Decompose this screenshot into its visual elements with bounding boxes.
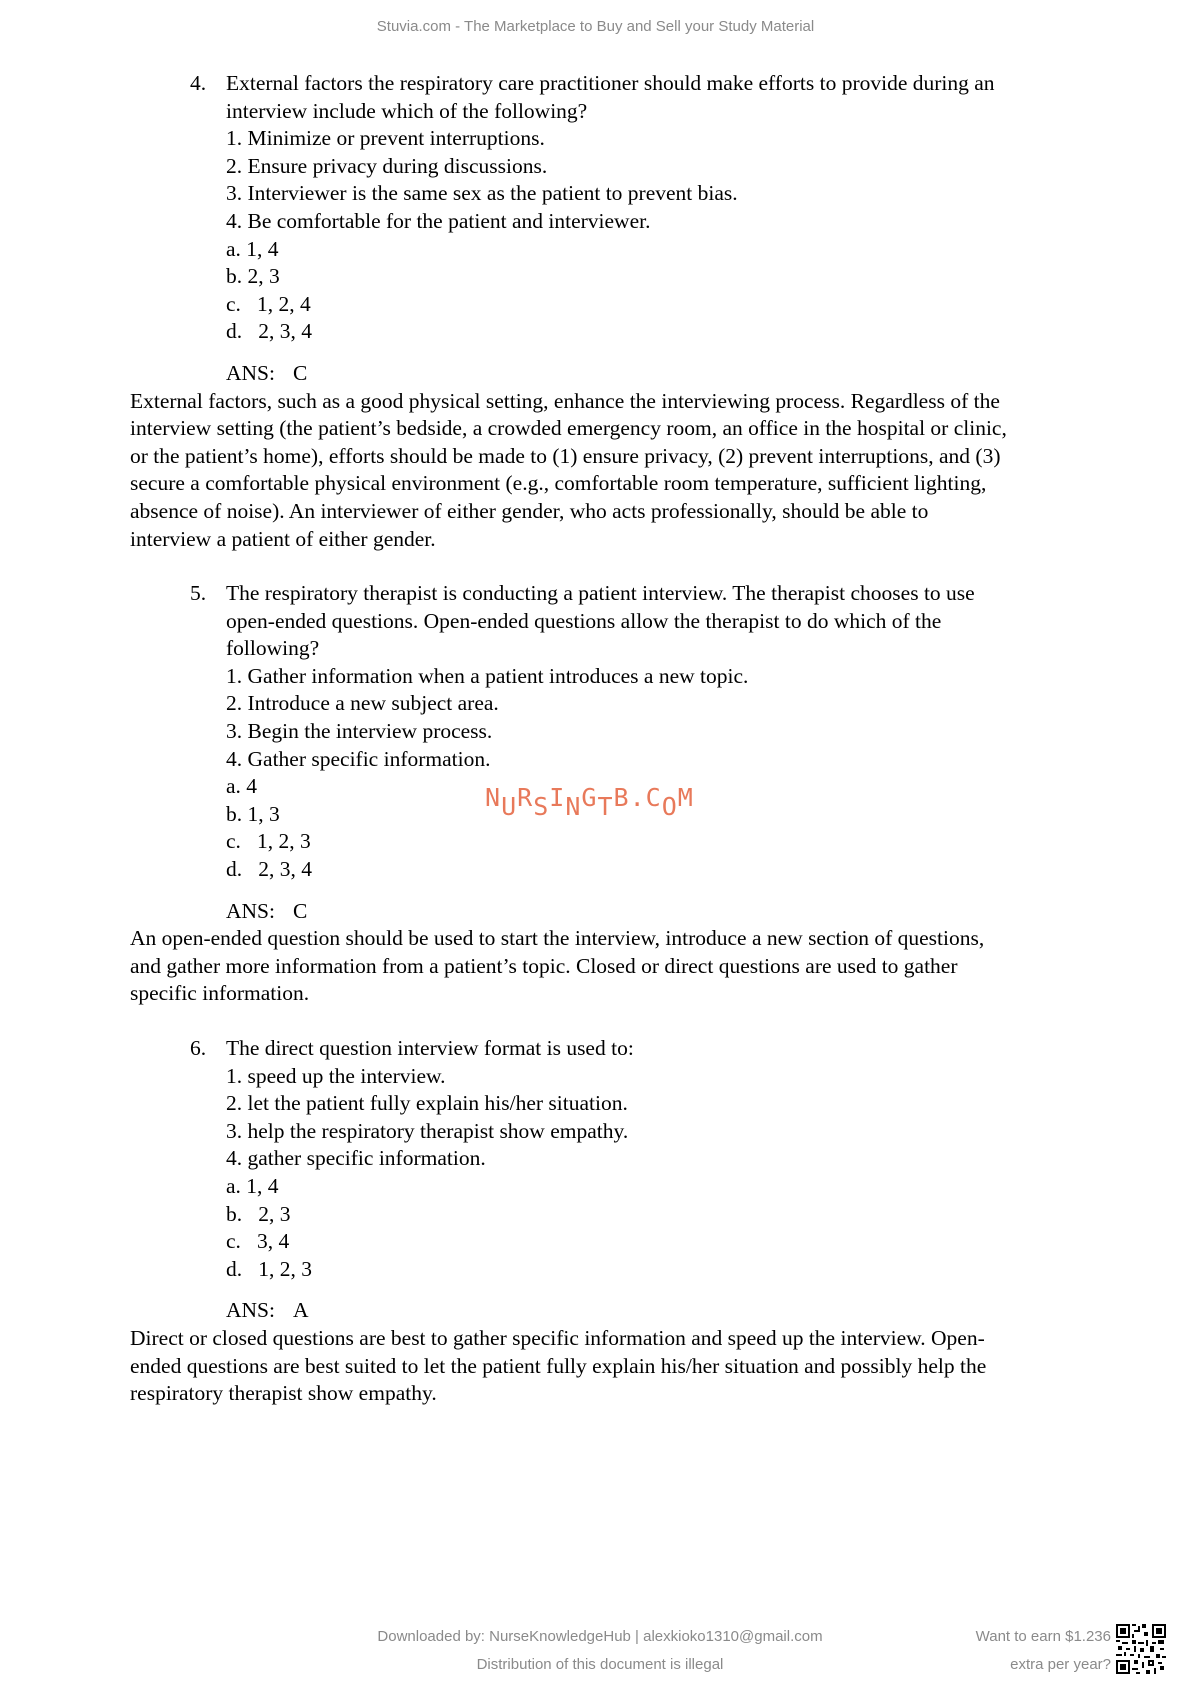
question-5: [130, 580, 1120, 925]
statement-item: 3. Interviewer is the same sex as the patient to prevent bias.: [226, 181, 738, 206]
question-number: 5.: [190, 581, 207, 606]
statement-item: 3. Begin the interview process.: [226, 719, 493, 744]
answer-option: a. 4: [226, 774, 258, 799]
document-body: [130, 70, 1120, 1408]
question-stem-line: following?: [226, 636, 320, 661]
watermark-letter: M: [677, 783, 694, 812]
question-stem-line: The respiratory therapist is conducting a patient interview. The therapist chooses to use: [226, 581, 975, 606]
footer-earn-promo[interactable]: [976, 1623, 1111, 1679]
explanation-line: specific information.: [130, 981, 310, 1006]
question-6: [130, 1035, 1120, 1325]
statement-item: 4. Gather specific information.: [226, 746, 491, 771]
distribution-notice: Distribution of this document is illegal: [476, 1656, 724, 1673]
watermark-letter: T: [597, 792, 614, 821]
question-4: [130, 70, 1120, 388]
explanation-line: Direct or closed questions are best to gather specific information and speed up the interview. Open-: [130, 1325, 985, 1350]
watermark-letter: G: [581, 783, 598, 812]
statement-item: 4. Be comfortable for the patient and interviewer.: [226, 208, 651, 233]
watermark-letter: C: [645, 783, 662, 812]
answer-option: a. 1, 4: [226, 236, 279, 261]
watermark-letter: U: [501, 792, 518, 821]
statement-item: 1. Minimize or prevent interruptions.: [226, 126, 545, 151]
explanation-line: ended questions are best suited to let the patient fully explain his/her situation and possibly help the: [130, 1353, 987, 1378]
answer-label: ANS:: [226, 360, 275, 385]
statement-item: 4. gather specific information.: [226, 1146, 486, 1171]
answer-key: [226, 898, 1120, 926]
explanation-line: absence of noise). An interviewer of either gender, who acts professionally, should be able to: [130, 498, 929, 523]
watermark-letter: S: [533, 792, 550, 821]
statement-item: 2. let the patient fully explain his/her situation.: [226, 1091, 628, 1116]
answer-option: d. 2, 3, 4: [226, 857, 312, 882]
explanation-line: External factors, such as a good physical setting, enhance the interviewing process. Regardless of the: [130, 388, 1000, 413]
answer-option: b. 2, 3: [226, 264, 280, 289]
statement-item: 2. Ensure privacy during discussions.: [226, 153, 548, 178]
statement-item: 1. Gather information when a patient introduces a new topic.: [226, 663, 749, 688]
watermark-letter: .: [629, 783, 646, 812]
explanation: [130, 388, 1120, 554]
answer-option: c. 1, 2, 4: [226, 291, 311, 316]
footer-download-info: [350, 1623, 850, 1679]
answer-letter: C: [292, 360, 308, 385]
watermark-letter: B: [613, 783, 630, 812]
answer-option: c. 3, 4: [226, 1229, 290, 1254]
answer-option: b. 1, 3: [226, 801, 280, 826]
question-stem-line: interview include which of the following?: [226, 98, 588, 123]
earn-promo-line[interactable]: Want to earn $1.236: [975, 1628, 1111, 1645]
statement-item: 2. Introduce a new subject area.: [226, 691, 499, 716]
answer-option: a. 1, 4: [226, 1173, 279, 1198]
downloaded-by-text: Downloaded by: NurseKnowledgeHub | alexkioko1310@gmail.com: [377, 1628, 823, 1645]
answer-option: d. 1, 2, 3: [226, 1256, 312, 1281]
explanation: [130, 1325, 1120, 1408]
question-stem-line: External factors the respiratory care practitioner should make efforts to provide during an: [226, 71, 995, 95]
watermark-letter: N: [485, 783, 502, 812]
question-stem-line: The direct question interview format is used to:: [226, 1036, 634, 1060]
watermark-letter: O: [661, 792, 678, 821]
answer-option: b. 2, 3: [226, 1201, 291, 1226]
answer-letter: C: [292, 898, 308, 923]
answer-label: ANS:: [226, 1298, 275, 1323]
explanation-line: and gather more information from a patient’s topic. Closed or direct questions are used to gather: [130, 953, 958, 978]
explanation: [130, 925, 1120, 1008]
answer-key: [226, 1297, 1120, 1325]
page-header: Stuvia.com - The Marketplace to Buy and Sell your Study Material: [376, 18, 815, 35]
earn-promo-line[interactable]: extra per year?: [1010, 1656, 1111, 1673]
qr-code-icon[interactable]: [1116, 1624, 1166, 1674]
explanation-line: An open-ended question should be used to start the interview, introduce a new section of questions,: [130, 926, 985, 951]
explanation-line: interview setting (the patient’s bedside, a crowded emergency room, an office in the hospital or clinic,: [130, 416, 1007, 441]
watermark-letter: R: [517, 783, 534, 812]
explanation-line: secure a comfortable physical environment (e.g., comfortable room temperature, sufficient lighting,: [130, 471, 987, 496]
answer-option: c. 1, 2, 3: [226, 829, 311, 854]
explanation-line: respiratory therapist show empathy.: [130, 1381, 437, 1406]
watermark: [485, 783, 694, 821]
explanation-line: or the patient’s home), efforts should be made to (1) ensure privacy, (2) prevent interruptions, and (3): [130, 443, 1001, 468]
answer-key: [226, 360, 1120, 388]
statement-item: 1. speed up the interview.: [226, 1063, 446, 1088]
question-number: 6.: [190, 1036, 207, 1060]
explanation-line: interview a patient of either gender.: [130, 526, 436, 551]
statement-item: 3. help the respiratory therapist show empathy.: [226, 1118, 629, 1143]
answer-option: d. 2, 3, 4: [226, 319, 312, 344]
watermark-letter: I: [549, 783, 566, 812]
answer-letter: A: [292, 1298, 309, 1323]
question-number: 4.: [190, 71, 207, 95]
watermark-letter: N: [565, 792, 582, 821]
question-stem-line: open-ended questions. Open-ended questions allow the therapist to do which of the: [226, 608, 942, 633]
answer-label: ANS:: [226, 898, 275, 923]
